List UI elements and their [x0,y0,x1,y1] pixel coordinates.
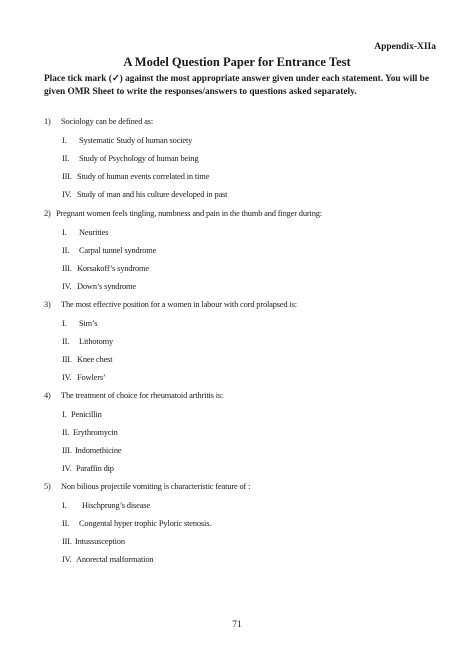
option-number: II. [62,337,70,346]
question-1-option-4[interactable] [62,190,227,199]
option-text: Korsakoff’s syndrome [77,264,149,273]
option-number: I. [62,501,67,510]
question-number: 2) [44,209,51,218]
question-2-option-4[interactable] [62,282,136,291]
question-number: 4) [44,391,51,400]
question-3-option-2[interactable] [62,337,113,346]
option-number: IV. [62,373,72,382]
question-text: Pregnant women feels tingling, numbness and pain in the thumb and finger during: [56,209,322,218]
option-number: II. [62,428,70,437]
option-number: IV. [62,190,72,199]
option-text: Neurities [79,228,109,237]
option-number: I. [62,136,67,145]
question-5-option-2[interactable] [62,519,211,528]
question-2-option-2[interactable] [62,246,156,255]
option-number: IV. [62,555,72,564]
question-number: 3) [44,300,51,309]
question-1 [44,117,153,126]
option-text: Fowlers’ [77,373,106,382]
option-text: Hischprung’s disease [82,501,150,510]
option-text: Study of man and his culture developed in past [77,190,228,199]
option-number: II. [62,154,70,163]
question-5-option-1[interactable] [62,501,150,510]
option-text: Erythromycin [73,428,118,437]
option-number: I. [62,410,67,419]
question-4-option-4[interactable] [62,464,114,473]
option-text: Study of human events correlated in time [77,172,210,181]
option-number: I. [62,228,67,237]
question-text: Sociology can be defined as: [61,117,154,126]
question-text: The treatment of choice for rheumatoid arthritis is: [61,391,224,400]
option-text: Congental hyper trophic Pyloric stenosis. [79,519,212,528]
option-text: Systematic Study of human society [79,136,193,145]
question-2-option-3[interactable] [62,264,149,273]
option-number: IV. [62,464,72,473]
option-number: IV. [62,282,72,291]
question-1-option-3[interactable] [62,172,209,181]
option-text: Paraffin dip [76,464,114,473]
question-3 [44,300,297,309]
question-4 [44,391,223,400]
page-title: A Model Question Paper for Entrance Test [123,55,351,69]
question-2 [44,209,322,218]
option-number: III. [62,172,72,181]
question-number: 1) [44,117,51,126]
question-4-option-2[interactable] [62,428,118,437]
option-text: Sim’s [79,319,98,328]
option-text: Study of Psychology of human being [79,154,199,163]
question-3-option-1[interactable] [62,319,97,328]
question-text: The most effective position for a women in labour with cord prolapsed is: [61,300,297,309]
question-2-option-1[interactable] [62,228,108,237]
question-3-option-3[interactable] [62,355,112,364]
option-text: Penicillin [71,410,102,419]
instructions: Place tick mark (✓) against the most appropriate answer given under each statement. You will be given OMR Sheet to write the responses/answers to questions asked separately. [44,74,429,97]
question-1-option-2[interactable] [62,154,198,163]
question-4-option-3[interactable] [62,446,121,455]
option-text: Intussusception [75,537,125,546]
option-number: III. [62,537,72,546]
appendix-label: Appendix-XIIa [374,42,436,52]
option-number: III. [62,446,72,455]
question-5 [44,482,250,491]
question-5-option-3[interactable] [62,537,125,546]
question-3-option-4[interactable] [62,373,106,382]
option-text: Knee chest [77,355,113,364]
option-text: Anorectal malformation [76,555,154,564]
option-text: Down’s syndrome [77,282,136,291]
question-4-option-1[interactable] [62,410,102,419]
option-number: II. [62,246,70,255]
option-number: II. [62,519,70,528]
question-text: Non bilious projectile vomiting is characteristic feature of : [61,482,251,491]
option-text: Carpal tunnel syndrome [79,246,157,255]
option-text: Indomethicine [75,446,122,455]
option-number: I. [62,319,67,328]
question-5-option-4[interactable] [62,555,153,564]
option-text: Lithotomy [79,337,114,346]
question-number: 5) [44,482,51,491]
option-number: III. [62,264,72,273]
option-number: III. [62,355,72,364]
question-1-option-1[interactable] [62,136,192,145]
page-number: 71 [232,620,242,630]
